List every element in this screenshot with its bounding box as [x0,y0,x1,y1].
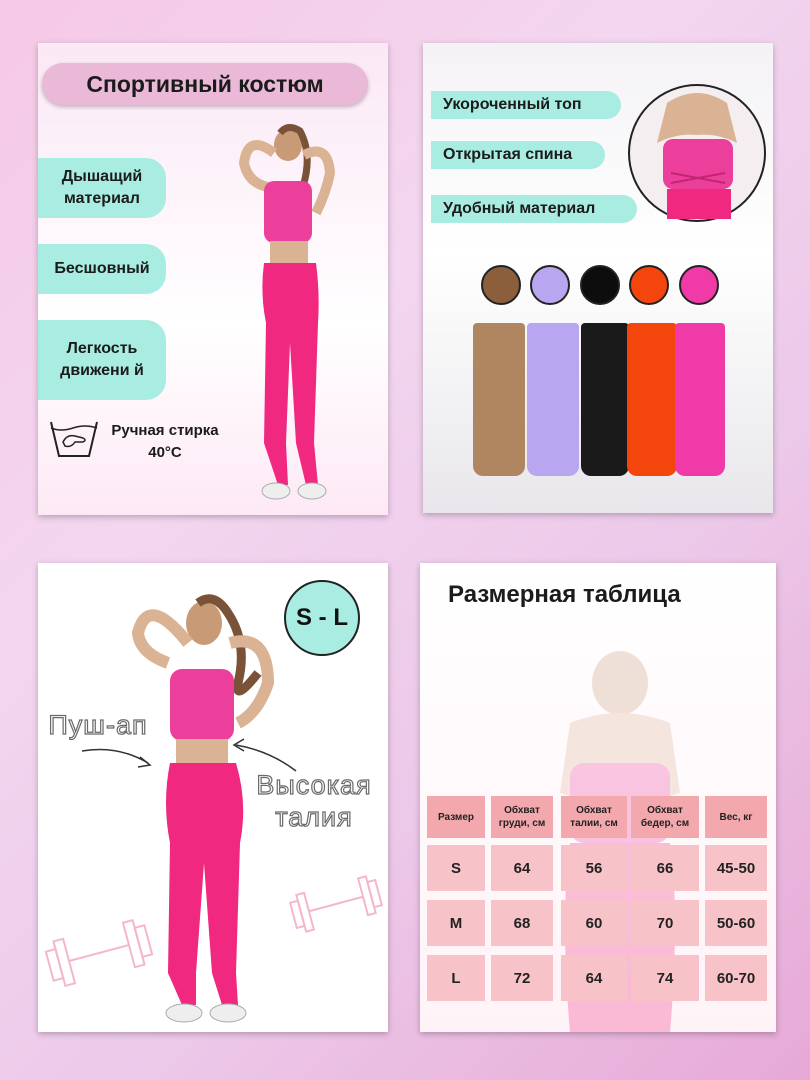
product-card-features [423,43,773,513]
color-swatch-pink[interactable] [679,265,719,305]
cell-waist: 56 [561,845,627,891]
product-card-suit [38,43,388,515]
cell-waist: 64 [561,955,627,1001]
cell-size: M [427,900,485,946]
feature-freedom: Легкость движени й [38,320,166,400]
header-weight: Вес, кг [705,796,767,838]
cell-hips: 74 [631,955,699,1001]
dumbbell-icon [288,869,384,939]
legging-brown [473,323,525,476]
feature-comfort-material: Удобный материал [431,195,637,223]
header-waist: Обхват талии, см [561,796,627,838]
header-chest: Обхват груди, см [491,796,553,838]
feature-seamless: Бесшовный [38,244,166,294]
cell-chest: 64 [491,845,553,891]
cell-hips: 66 [631,845,699,891]
feature-breathable: Дышащий материал [38,158,166,218]
legging-lavender [527,323,579,476]
size-chart-title: Размерная таблица [448,581,681,608]
high-waist-label: Высокая талия [256,770,372,832]
header-hips: Обхват бедер, см [631,796,699,838]
model-photo [208,123,368,503]
high-waist-arrow [230,731,300,775]
cell-chest: 68 [491,900,553,946]
cell-waist: 60 [561,900,627,946]
cell-weight: 45-50 [705,845,767,891]
product-card-fit [38,563,388,1032]
color-swatch-brown[interactable] [481,265,521,305]
card-title: Спортивный костюм [42,63,368,105]
feature-open-back: Открытая спина [431,141,605,169]
cell-weight: 60-70 [705,955,767,1001]
cell-size: L [427,955,485,1001]
dumbbell-icon [44,908,154,998]
cell-hips: 70 [631,900,699,946]
color-swatch-orange[interactable] [629,265,669,305]
back-closeup-photo [627,83,767,223]
header-size: Размер [427,796,485,838]
hand-wash-icon [49,420,99,460]
feature-cropped-top: Укороченный топ [431,91,621,119]
legging-orange [627,323,677,476]
pushup-arrow [78,743,158,773]
wash-instruction: Ручная стирка 40°C [111,422,219,461]
legging-black [581,323,629,476]
size-chart-card [420,563,776,1032]
pushup-label: Пуш-ап [48,710,148,740]
cell-weight: 50-60 [705,900,767,946]
legging-pink [675,323,725,476]
size-range-badge: S - L [284,580,360,656]
cell-size: S [427,845,485,891]
cell-chest: 72 [491,955,553,1001]
color-swatch-lavender[interactable] [530,265,570,305]
color-swatch-black[interactable] [580,265,620,305]
